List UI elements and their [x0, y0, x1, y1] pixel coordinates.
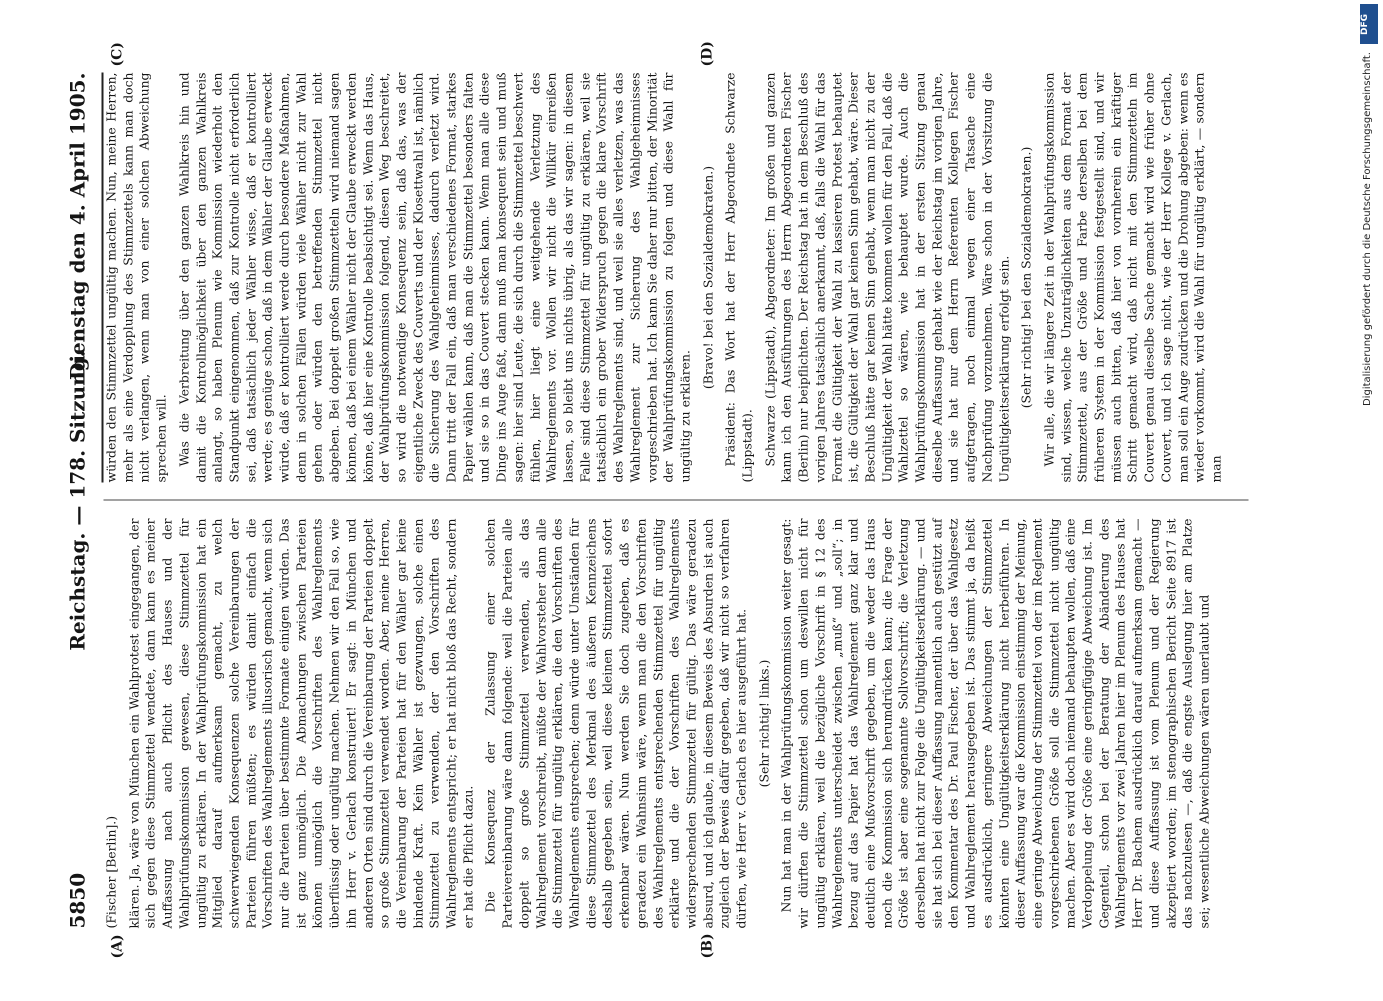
column-divider	[104, 500, 1249, 501]
paragraph: Nun hat man in der Wahlprüfungskommission weiter gesagt: wir dürften die Stimmzettel schon um deswillen nicht für ungültig erklären, weil die bezügliche Vorschrift in § 12 des Wahlreglements unterscheidet zwischen „muß“ und „soll“; in bezug auf das Papier hat das Wahlreglement ganz klar und deutlich eine Mußvorschrift gegeben, um die weder das Haus noch die Kommission sich herumdrücken kann; die Frage der Größe ist aber eine sogenannte Sollvorschrift; die Verletzung derselben hat nicht zur Folge die Ungültigkeitserklärung. — und sie hat sich bei dieser Auffassung namentlich auch gestützt auf den Kommentar des Dr. Paul Fischer, der über das Wahlgesetz und Wahlreglement herausgegeben ist. Das stimmt ja, da heißt es ausdrücklich, geringere Abweichungen der Stimmzettel könnten eine Ungültigkeitserklärung nicht herbeiführen. In dieser Auffassung war die Kommission einstimmig der Meinung, eine geringe Abweichung der Stimmzettel von der im Reglement vorgeschriebenen Größe soll die Stimmzettel nicht ungültig machen. Aber es wird doch niemand behaupten wollen, daß eine Verdoppelung der Größe eine geringfügige Abweichung ist. Im Gegenteil, schon bei der Beratung der Abänderung des Wahlreglements vor zwei Jahren hier im Plenum des Hauses hat Herr Dr. Bachem ausdrücklich darauf aufmerksam gemacht — und diese Auffassung ist vom Plenum und der Regierung akzeptiert worden; im stenographischen Bericht Seite 8917 ist das nachzulesen —, daß die engste Auslegung hier am Platze sei; wesentliche Abweichungen wären unerlaubt und	[778, 518, 1212, 929]
paragraph: Die Konsequenz der Zulassung einer solchen Parteivereinbarung wäre dann folgende: weil die Parteien alle doppelt so große Stimmzettel verwenden, als das Wahlreglement vorschreibt, müßte der Wahlvorsteher dann alle die Stimmzettel für ungültig erklären, die den Vorschriften des Wahlreglements entsprechen; denn würde unter Umständen für diese Stimmzettel des Merkmal des äußeren Kennzeichens deshalb gegeben sein, weil diese kleinen Stimmzettel sofort erkennbar wären. Nun werden Sie doch zugeben, daß es geradezu ein Wahnsinn wäre, wenn man die den Vorschriften des Wahlreglements entsprechenden Stimmzettel für ungültig erklärte und die der Vorschriften des Wahlreglements widersprechenden Stimmzettel für gültig. Das wäre geradezu absurd, und ich glaube, in diesem Beweis des Absurden ist auch zugleich der Beweis dafür gegeben, daß wir nicht so verfahren dürfen, wie Herr v. Gerlach es hier ausgeführt hat.	[482, 518, 749, 929]
running-head: Reichstag. — 178. Sitzung.	[65, 350, 90, 651]
paragraph: klären. Ja, wäre von München ein Wahlprotest eingegangen, der sich gegen diese Stimmzettel wendete, dann kann es meiner Auffassung nach auch Pflicht des Hauses und der Wahlprüfungskommission gewesen, diese Stimmzettel für ungültig zu erklären. In der Wahlprüfungskommission hat ein Mitglied darauf aufmerksam gemacht, zu welch schwerwiegenden Konsequenzen solche Vereinbarungen der Parteien führen müßten; es würden damit einfach die Vorschriften des Wahlreglements illusorisch gemacht, wenn sich nur die Parteien über bestimmte Formate einigen würden. Das ist ganz unmöglich. Die Abmachungen zwischen Parteien können unmöglich die Vorschriften des Wahlreglements überflüssig oder ungültig machen. Nehmen wir den Fall so, wie ihn Herr v. Gerlach konstruiert! Er sagt: in München und anderen Orten sind durch die Vereinbarung der Parteien doppelt so große Stimmzettel verwendet worden. Aber, meine Herren, die Vereinbarung der Parteien hat für den Wähler gar keine bindende Kraft. Kein Wähler ist gezwungen, solche einen Stimmzettel zu verwenden, der den Vorschriften des Wahlreglements entspricht; er hat nicht bloß das Recht, sondern er hat die Pflicht dazu.	[126, 518, 476, 929]
session-date: Dienstag den 4. April 1905.	[65, 72, 90, 380]
left-column	[104, 519, 1220, 929]
page-number: 5850	[65, 872, 90, 929]
interjection: (Bravo! bei den Sozialdemokraten.)	[700, 165, 716, 390]
page-header	[60, 73, 100, 929]
margin-marker-d: (D)	[699, 41, 716, 67]
paragraph: Was die Verbreitung über den ganzen Wahlkreis hin und damit die Kontrollmöglichkeit über den ganzen Wahlkreis anlangt, so haben Plenum wie Kommission wiederholt den Standpunkt eingenommen, daß zur Kontrolle nicht erforderlich sei, daß tatsächlich jeder Wähler wisse, daß er kontrolliert werde; es genüge schon, daß in dem Wähler der Glaube erweckt würde, daß er kontrolliert werde durch besondere Maßnahmen, denn in solchen Fällen würden viele Wähler nicht zur Wahl gehen oder würden den betreffenden Stimmzettel nicht abgeben. Bei doppelt großen Stimmzetteln wird niemand sagen können, daß bei einem Wähler nicht der Glaube erweckt werden könne, daß hier eine Kontrolle beabsichtigt sei. Wenn das Haus, der Wahlprüfungskommission folgend, diesen Weg beschreitet, so wird die notwendige Konsequenz sein, daß das, was der eigentliche Zweck des Couverts und der Klosettwahl ist, nämlich die Sicherung des Wahlgeheimnisses, dadurch verletzt wird. Dann tritt der Fall ein, daß man verschiedenes Format, starkes Papier wählen kann, daß man die Stimmzettel besonders falten und sie so in das Couvert stecken kann. Wenn man alle diese Dinge ins Auge faßt, dann muß man konsequent sein und muß sagen: hier sind Leute, die sich durch die Stimmzettel beschwert fühlen, hier liegt eine weitgehende Verletzung des Wahlreglements vor. Wollen wir nicht die Willkür einreißen lassen, so bleibt uns nichts übrig, als das wir sagen: in diesem Falle sind diese Stimmzettel für ungültig zu erklären, weil sie tatsächlich ein grober Widerspruch gegen die klare Vorschrift des Wahlreglements sind, und weil sie alles verletzen, was das Wahlreglement zur Sicherung des Wahlgeheimnisses vorgeschrieben hat. Ich kann Sie daher nur bitten, der Minorität der Wahlprüfungskommission zu folgen und diese Wahl für ungültig zu erklären.	[176, 72, 693, 483]
dfg-logo: DFG	[1360, 4, 1378, 44]
paragraph: Schwarze (Lippstadt), Abgeordneter: Im großen und ganzen kann ich den Ausführungen des Herrn Abgeordneten Fischer (Berlin) nur beipflichten. Der Reichstag hat in dem Beschluß des vorigen Jahres tatsächlich anerkannt, daß, falls die Wahl für das Format die Gültigkeit der Wahl zu kassieren Protest behauptet ist, die Gültigkeit der Wahl gar keinen Sinn gehabt, wäre. Dieser Beschluß hätte gar keinen Sinn gehabt, wenn man nicht zu der Ungültigkeit der Wahl hätte kommen wollen für den Fall, daß die Wahlzettel so wären, wie behauptet wurde. Auch die Wahlprüfungskommission hat in der ersten Sitzung genau dieselbe Auffassung gehabt wie der Reichstag im vorigen Jahre, und sie hat nur dem Herrn Referenten Kollegen Fischer aufgetragen, noch einmal wegen einer Tatsache eine Nachprüfung vorzunehmen. Wäre schon in der Vorsitzung die Ungültigkeitserklärung erfolgt sein.	[762, 72, 1012, 483]
margin-marker-b: (B)	[699, 933, 716, 959]
paragraph: Wir alle, die wir längere Zeit in der Wahlprüfungskommission sind, wissen, welche Unzuträglichkeiten aus dem Format der Stimmzettel, aus der Größe und Farbe derselben bei dem früheren System in der Kommission festgestellt sind, und wir müssen auch bitten, daß hier von vornherein ein kräftiger Schritt gemacht wird, daß nicht mit den Stimmzetteln im Couvert genau dieselbe Sache gemacht wird wie früher ohne Couvert, und ich sage nicht, wie der Herr Kollege v. Gerlach, man soll ein Auge zudrücken und die Drohung abgeben: wenn es wieder vorkommt, wird die Wahl für ungültig erklärt, — sondern man	[1041, 72, 1224, 483]
speaker-reference: (Fischer [Berlin].)	[103, 815, 119, 929]
document-page	[60, 41, 1300, 959]
digitization-credit: Digitalisierung gefördert durch die Deutsche Forschungsgemeinschaft.	[1362, 52, 1373, 407]
interjection: (Sehr richtig! bei den Sozialdemokraten.)	[1018, 146, 1034, 409]
rotated-scan	[0, 1, 1383, 1001]
digitization-sidebar	[1360, 4, 1378, 996]
interjection: (Sehr richtig! links.)	[756, 659, 772, 788]
margin-marker-a: (A)	[109, 934, 126, 959]
paragraph: würden den Stimmzettel ungültig machen. Nun, meine Herren, mehr als eine Verdopplung des Stimmzettels kann man doch nicht verlangen, wenn man von einer solchen Abweichung sprechen will.	[103, 72, 169, 483]
right-column	[104, 73, 1232, 483]
president-statement: Präsident: Das Wort hat der Herr Abgeordnete Schwarze (Lippstadt).	[722, 72, 755, 483]
margin-marker-c: (C)	[109, 42, 126, 67]
